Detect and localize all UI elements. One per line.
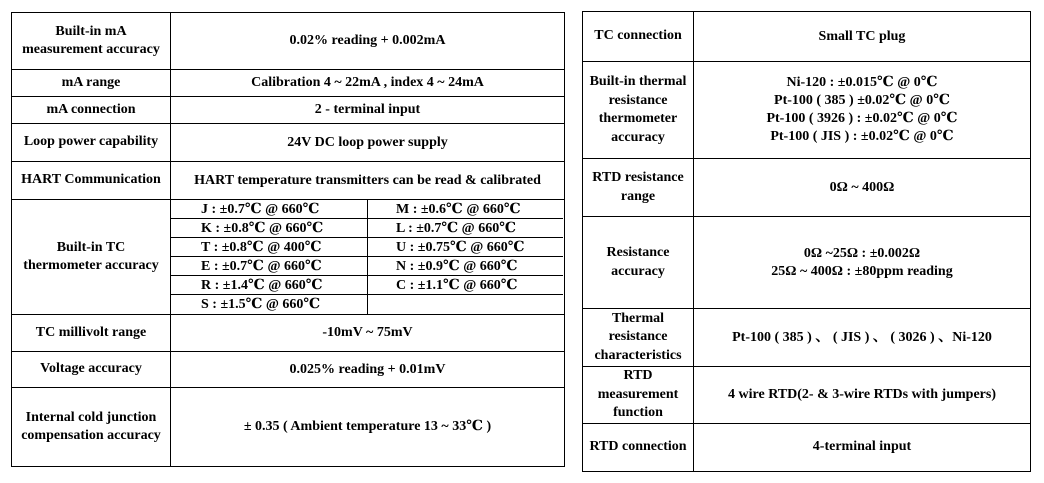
table-row	[583, 309, 1031, 367]
tc-accuracy-item: M : ±0.6℃ @ 660℃	[367, 200, 563, 219]
spec-value-line: Ni-120 : ±0.015℃ @ 0℃	[786, 75, 938, 90]
tc-accuracy-item: L : ±0.7℃ @ 660℃	[367, 219, 563, 238]
table-row	[12, 97, 565, 124]
right-spec-table	[582, 11, 1031, 472]
spec-value-line: Pt-100 ( 3926 ) : ±0.02℃ @ 0℃	[766, 111, 958, 126]
spec-label: Voltage accuracy	[12, 352, 171, 388]
tc-accuracy-item: E : ±0.7℃ @ 660℃	[171, 257, 367, 276]
spec-label: Resistance accuracy	[583, 217, 694, 309]
spec-label: mA range	[12, 70, 171, 97]
table-row	[583, 423, 1031, 471]
tc-accuracy-item: C : ±1.1℃ @ 660℃	[367, 276, 563, 295]
tc-accuracy-item: K : ±0.8℃ @ 660℃	[171, 219, 367, 238]
left-spec-table	[11, 12, 565, 467]
spec-label: TC millivolt range	[12, 315, 171, 352]
table-row	[583, 12, 1031, 62]
table-row	[12, 388, 565, 467]
spec-value-multiline	[694, 217, 1031, 309]
spec-value-line: 25Ω ~ 400Ω : ±80ppm reading	[771, 263, 953, 279]
spec-label: Loop power capability	[12, 124, 171, 162]
spec-label: Built-in mA measurement accuracy	[12, 13, 171, 70]
spec-label: Built-in thermal resistance thermometer accuracy	[583, 62, 694, 159]
spec-value: Pt-100 ( 385 ) 、 ( JIS ) 、 ( 3026 ) 、Ni-120	[694, 309, 1031, 367]
spec-label: TC connection	[583, 12, 694, 62]
spec-label: Internal cold junction compensation accuracy	[12, 388, 171, 467]
spec-value: HART temperature transmitters can be read & calibrated	[171, 162, 565, 200]
spec-value: Calibration 4 ~ 22mA , index 4 ~ 24mA	[171, 70, 565, 97]
table-row	[583, 217, 1031, 309]
spec-value-line: Pt-100 ( 385 ) ±0.02℃ @ 0℃	[774, 93, 950, 108]
spec-value-line: Pt-100 ( JIS ) : ±0.02℃ @ 0℃	[770, 129, 954, 144]
spec-value-multiline	[694, 62, 1031, 159]
spec-value-line: 0Ω ~25Ω : ±0.002Ω	[803, 245, 921, 261]
table-row	[12, 13, 565, 70]
tc-accuracy-item: R : ±1.4℃ @ 660℃	[171, 276, 367, 295]
table-row	[12, 70, 565, 97]
spec-label: RTD measurement function	[583, 367, 694, 424]
spec-label: HART Communication	[12, 162, 171, 200]
spec-value: 0Ω ~ 400Ω	[694, 159, 1031, 217]
table-row	[12, 162, 565, 200]
tc-accuracy-item: J : ±0.7℃ @ 660℃	[171, 200, 367, 219]
tc-accuracy-item	[367, 295, 563, 314]
table-row	[583, 367, 1031, 424]
spec-value: 0.02% reading + 0.002mA	[171, 13, 565, 70]
spec-value: -10mV ~ 75mV	[171, 315, 565, 352]
spec-value: 24V DC loop power supply	[171, 124, 565, 162]
table-row	[12, 315, 565, 352]
spec-value: 4 wire RTD(2- & 3-wire RTDs with jumpers)	[694, 367, 1031, 424]
tc-accuracy-item: U : ±0.75℃ @ 660℃	[367, 238, 563, 257]
table-row	[583, 62, 1031, 159]
table-row	[583, 159, 1031, 217]
tc-accuracy-grid-cell	[171, 200, 565, 315]
tc-accuracy-item: N : ±0.9℃ @ 660℃	[367, 257, 563, 276]
table-row	[12, 124, 565, 162]
spec-value: 2 - terminal input	[171, 97, 565, 124]
spec-label: RTD resistance range	[583, 159, 694, 217]
spec-label: RTD connection	[583, 423, 694, 471]
table-row	[12, 200, 565, 315]
spec-value: 0.025% reading + 0.01mV	[171, 352, 565, 388]
tc-accuracy-grid	[171, 200, 564, 314]
tc-accuracy-item: S : ±1.5℃ @ 660℃	[201, 297, 321, 312]
spec-label: Thermal resistance characteristics	[583, 309, 694, 367]
spec-label: Built-in TC thermometer accuracy	[12, 200, 171, 315]
table-row	[12, 352, 565, 388]
spec-value: ± 0.35 ( Ambient temperature 13 ~ 33℃ )	[171, 388, 565, 467]
spec-value: Small TC plug	[694, 12, 1031, 62]
spec-value: 4-terminal input	[694, 423, 1031, 471]
spec-label: mA connection	[12, 97, 171, 124]
tc-accuracy-item: T : ±0.8℃ @ 400℃	[171, 238, 367, 257]
